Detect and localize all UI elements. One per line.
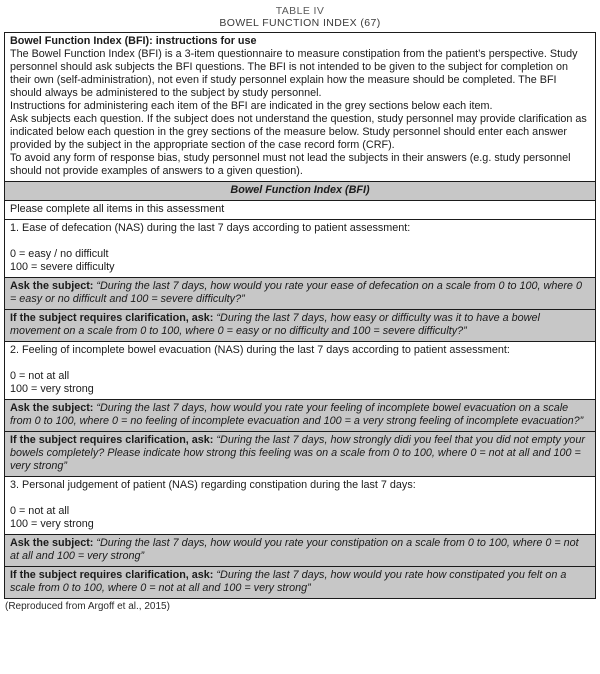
question-text: 1. Ease of defecation (NAS) during the last 7 days according to patient assessment: [10,222,411,234]
scale-anchor-high: 100 = very strong [10,383,94,395]
ask-label: Ask the subject: [10,280,94,292]
blank-line [10,492,590,505]
ask-label: Ask the subject: [10,537,94,549]
clarify-label: If the subject requires clarification, ask: [10,312,214,324]
question-row-1 [5,219,595,277]
blank-line [10,235,590,248]
scale-anchor-high: 100 = severe difficulty [10,261,115,273]
instructions-row [5,33,595,181]
ask-script: “During the last 7 days, how would you rate your ease of defecation on a scale from 0 to 100, where 0 = easy or no difficult and 100 = severe difficulty?” [10,280,582,305]
ask-row-1 [5,277,595,309]
table-number: TABLE IV [275,5,325,17]
blank-line [10,357,590,370]
ask-script: “During the last 7 days, how would you rate your constipation on a scale from 0 to 100, where 0 = not at all and 100 = very strong” [10,537,579,562]
ask-label: Ask the subject: [10,402,94,414]
ask-script: “During the last 7 days, how would you rate your feeling of incomplete bowel evacuation on a scale from 0 to 100, where 0 = no feeling of incomplete evacuation and 100 = a very strong feeling of incomplete evacuation?” [10,402,584,427]
question-text: 3. Personal judgement of patient (NAS) regarding constipation during the last 7 days: [10,479,416,491]
bfi-table [4,32,596,599]
note-text: Please complete all items in this assessment [10,203,225,215]
instructions-paragraph: Ask subjects each question. If the subject does not understand the question, study personnel may provide clarification as indicated below each question in the grey sections of the measure below. Study personnel should enter each answer provided by the subject in the appropriate section of the case record form (CRF). [10,113,587,151]
scale-anchor-high: 100 = very strong [10,518,94,530]
clarify-script: “During the last 7 days, how strongly didi you feel that you did not empty your bowels completely? Please indicate how strong this feeling was on a scale from 0 to 100, where 0 = not at all and 100 = very strong” [10,434,585,472]
clarify-row-3 [5,566,595,598]
scale-anchor-low: 0 = easy / no difficult [10,248,109,260]
clarify-row-2 [5,431,595,476]
section-header-label: Bowel Function Index (BFI) [230,184,370,196]
scale-anchor-low: 0 = not at all [10,370,70,382]
clarify-label: If the subject requires clarification, ask: [10,434,214,446]
section-header-row [5,181,595,200]
note-row [5,200,595,219]
clarify-script: “During the last 7 days, how would you rate how constipated you felt on a scale from 0 to 100, where 0 = not at all and 100 = very strong” [10,569,567,594]
question-row-2 [5,341,595,399]
scale-anchor-low: 0 = not at all [10,505,70,517]
ask-row-3 [5,534,595,566]
instructions-paragraph: Instructions for administering each item of the BFI are indicated in the grey sections below each item. [10,100,493,112]
ask-row-2 [5,399,595,431]
clarify-label: If the subject requires clarification, ask: [10,569,214,581]
question-text: 2. Feeling of incomplete bowel evacuation (NAS) during the last 7 days according to patient assessment: [10,344,510,356]
table-caption [0,0,600,29]
instructions-heading: Bowel Function Index (BFI): instructions for use [10,35,257,47]
clarify-script: “During the last 7 days, how easy or difficulty was it to have a bowel movement on a scale from 0 to 100, where 0 = easy or no difficulty and 100 = severe difficulty?” [10,312,540,337]
table-title: BOWEL FUNCTION INDEX (67) [219,17,381,29]
instructions-paragraph: The Bowel Function Index (BFI) is a 3-item questionnaire to measure constipation from the patient’s perspective. Study personnel should ask subjects the BFI questions. The BFI is not intended to be given to the subject for completion on their own (self-administration), not even if study personnel explain how the measure should be completed. The BFI should always be administered to the subject by study personnel. [10,48,578,99]
question-row-3 [5,476,595,534]
instructions-paragraph: To avoid any form of response bias, study personnel must not lead the subjects in their answers (e.g. study personnel should not provide examples of answers to a given question). [10,152,571,177]
clarify-row-1 [5,309,595,341]
source-attribution: (Reproduced from Argoff et al., 2015) [5,601,170,612]
